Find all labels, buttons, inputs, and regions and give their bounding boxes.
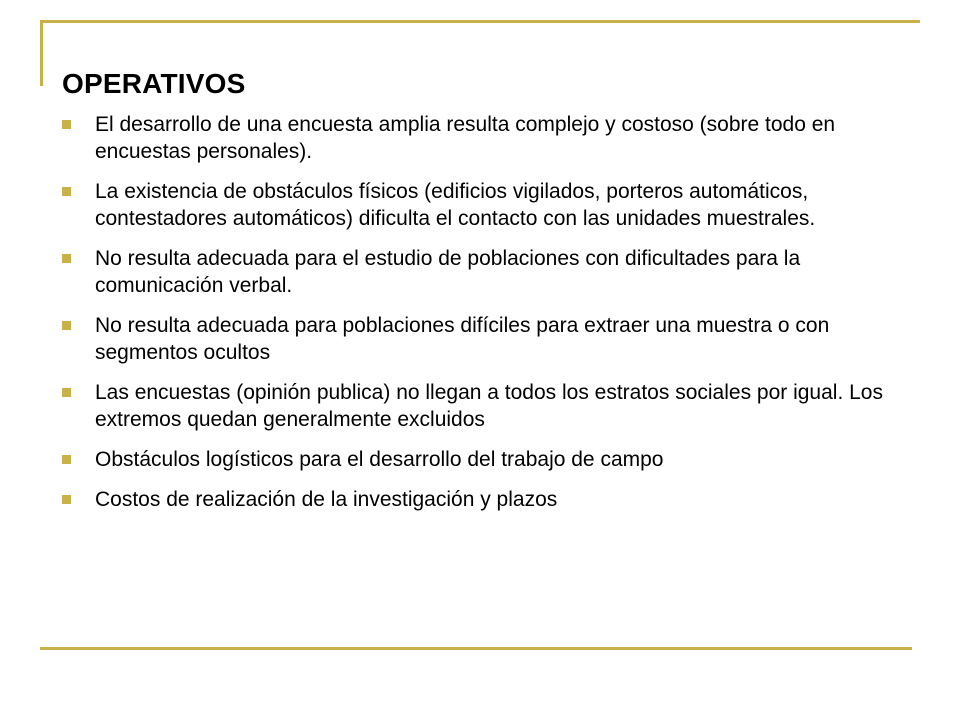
bullet-text: No resulta adecuada para poblaciones difíciles para extraer una muestra o con segmentos ocultos <box>95 314 830 364</box>
list-item <box>62 486 914 513</box>
list-item <box>62 178 914 232</box>
list-item <box>62 312 914 366</box>
slide-title: OPERATIVOS <box>62 68 246 99</box>
square-bullet-icon <box>62 254 71 263</box>
frame-bottom-line <box>40 647 912 650</box>
square-bullet-icon <box>62 495 71 504</box>
bullet-text: El desarrollo de una encuesta amplia resulta complejo y costoso (sobre todo en encuestas personales). <box>95 113 836 163</box>
list-item <box>62 245 914 299</box>
square-bullet-icon <box>62 120 71 129</box>
slide-content <box>62 64 914 526</box>
square-bullet-icon <box>62 388 71 397</box>
list-item <box>62 379 914 433</box>
bullet-list <box>62 111 914 513</box>
frame-top-line <box>40 20 920 23</box>
frame-left-line <box>40 20 43 86</box>
square-bullet-icon <box>62 455 71 464</box>
bullet-text: Costos de realización de la investigación y plazos <box>95 488 558 511</box>
bullet-text: La existencia de obstáculos físicos (edificios vigilados, porteros automáticos, contestadores automáticos) dificulta el contacto con las unidades muestrales. <box>95 180 816 230</box>
list-item <box>62 111 914 165</box>
bullet-text: No resulta adecuada para el estudio de poblaciones con dificultades para la comunicación verbal. <box>95 247 801 297</box>
square-bullet-icon <box>62 187 71 196</box>
square-bullet-icon <box>62 321 71 330</box>
bullet-text: Las encuestas (opinión publica) no llegan a todos los estratos sociales por igual. Los extremos quedan generalmente excluidos <box>95 381 883 431</box>
list-item <box>62 446 914 473</box>
bullet-text: Obstáculos logísticos para el desarrollo del trabajo de campo <box>95 448 664 471</box>
